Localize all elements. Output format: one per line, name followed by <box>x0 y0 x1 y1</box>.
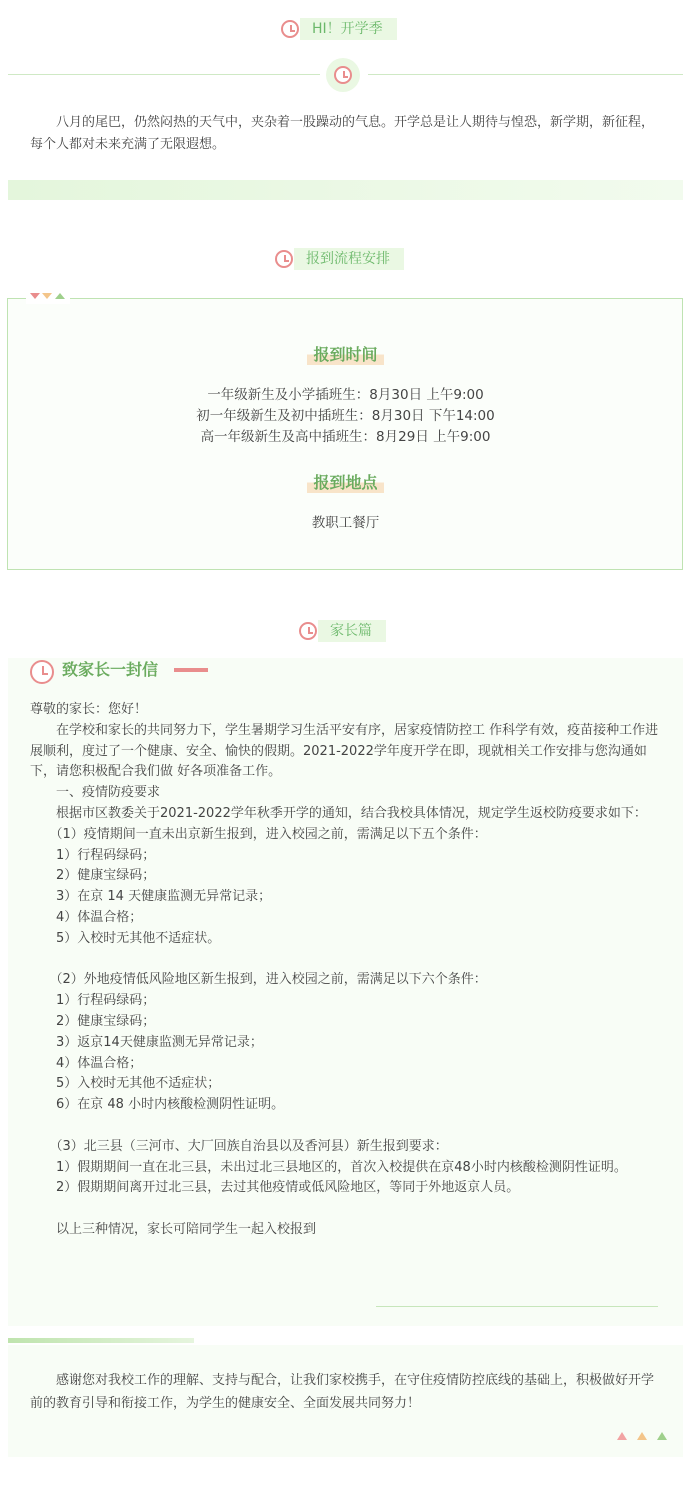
time-line: 一年级新生及小学插班生：8月30日 上午9:00 <box>207 387 484 403</box>
closing-paragraph: 感谢您对我校工作的理解、支持与配合，让我们家校携手，在守住疫情防控底线的基础上，积极做好开学前的教育引导和衔接工作，为学生的健康安全、全面发展共同努力！ <box>30 1373 655 1411</box>
letter-line: 4）体温合格； <box>30 909 143 925</box>
triangle-ornament <box>55 293 65 299</box>
letter-line: 以上三种情况，家长可陪同学生一起入校报到 <box>30 1221 317 1237</box>
letter-line <box>30 1116 662 1137</box>
letter-line <box>30 950 662 971</box>
letter-line: 1）行程码绿码； <box>30 993 156 1009</box>
clock-icon <box>30 660 54 684</box>
place-text: 教职工餐厅 <box>311 515 380 531</box>
letter-line: 2）假期期间离开过北三县，去过其他疫情或低风险地区，等同于外地返京人员。 <box>30 1180 520 1196</box>
closing-top-bar <box>8 1338 194 1343</box>
clock-icon <box>275 250 293 268</box>
letter-line: 3）在京 14 天健康监测无异常记录； <box>30 889 272 905</box>
letter-line: 1）行程码绿码； <box>30 847 156 863</box>
letter-line <box>30 1199 662 1220</box>
divider-line-left <box>8 74 320 75</box>
letter-line: （3）北三县（三河市、大厂回族自治县以及香河县）新生报到要求： <box>30 1138 448 1154</box>
letter-line: 1）假期期间一直在北三县，未出过北三县地区的，首次入校提供在京48小时内核酸检测阴性证明。 <box>30 1159 627 1175</box>
time-line: 高一年级新生及高中插班生：8月29日 上午9:00 <box>200 429 491 445</box>
clock-icon <box>299 622 317 640</box>
section-bottom-band <box>8 180 683 200</box>
triangle-ornament <box>42 293 52 299</box>
letter-line: 5）入校时无其他不适症状。 <box>30 930 221 946</box>
letter-line: 3）返京14天健康监测无异常记录； <box>30 1034 263 1050</box>
section-title-schedule: 报到流程安排 <box>294 248 404 270</box>
letter-line: 5）入校时无其他不适症状； <box>30 1076 221 1092</box>
letter-line: 尊敬的家长：您好！ <box>30 702 148 717</box>
letter-title: 致家长一封信 <box>62 660 159 679</box>
time-heading: 报到时间 <box>307 342 383 365</box>
letter-line: （1）疫情期间一直未出京新生报到，进入校园之前，需满足以下五个条件： <box>30 826 487 842</box>
letter-line: 2）健康宝绿码； <box>30 1013 156 1029</box>
letter-body <box>30 700 662 1241</box>
triangle-ornament <box>617 1432 627 1440</box>
letter-end-line <box>376 1306 658 1307</box>
place-heading: 报到地点 <box>307 470 383 493</box>
letter-line: （2）外地疫情低风险地区新生报到，进入校园之前，需满足以下六个条件： <box>30 972 487 988</box>
time-line: 初一年级新生及初中插班生：8月30日 下午14:00 <box>196 408 495 424</box>
letter-line: 根据市区教委关于2021-2022学年秋季开学的通知，结合我校具体情况，规定学生返校防疫要求如下： <box>30 805 647 821</box>
letter-line: 2）健康宝绿码； <box>30 868 156 884</box>
clock-icon <box>334 66 352 84</box>
divider-line-right <box>368 74 683 75</box>
letter-title-bar <box>174 668 208 672</box>
letter-line: 在学校和家长的共同努力下，学生暑期学习生活平安有序，居家疫情防控工 作科学有效，疫苗接种工作进展顺利，度过了一个健康、安全、愉快的假期。2021-2022学年度开学在即，现就相关工作安排与您沟通如下，请您积极配合我们做 好各项准备工作。 <box>30 722 659 780</box>
triangle-ornament <box>657 1432 667 1440</box>
letter-line: 一、疫情防疫要求 <box>30 785 161 801</box>
section-title-parents: 家长篇 <box>318 620 386 642</box>
section-title-hi: HI！开学季 <box>300 18 397 40</box>
triangle-ornament <box>637 1432 647 1440</box>
clock-icon <box>281 20 299 38</box>
place-heading-wrap <box>0 470 691 493</box>
letter-line: 4）体温合格； <box>30 1055 143 1071</box>
intro-paragraph: 八月的尾巴，仍然闷热的天气中，夹杂着一股躁动的气息。开学总是让人期待与惶恐，新学期，新征程，每个人都对未来充满了无限遐想。 <box>30 115 655 152</box>
time-heading-wrap <box>0 342 691 365</box>
triangle-ornament <box>30 293 40 299</box>
letter-line: 6）在京 48 小时内核酸检测阴性证明。 <box>30 1097 285 1113</box>
